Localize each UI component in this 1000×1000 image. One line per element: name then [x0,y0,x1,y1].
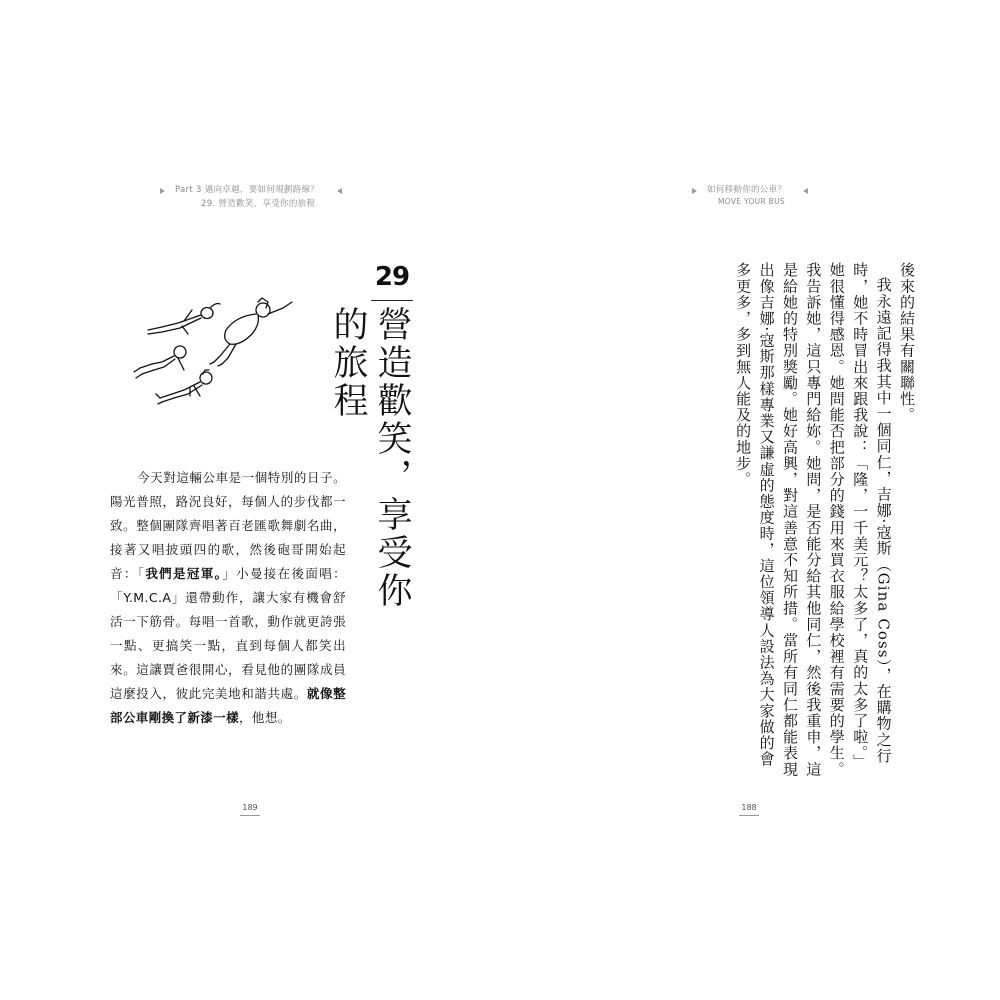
chapter-number: 29 [374,262,410,292]
body-paragraph-part: 」小曼接在後面唱：「Y.M.C.A」還帶動作，讓大家有機會舒活一下筋骨。每唱一首歌，動作就更誇張一點、更搞笑一點，直到每個人都笑出來。這讓賈爸很開心，看見他的團隊成員這麼投入，彼此完美地和諧共處。 [110,566,346,701]
body-paragraph-part: 今天對這輛公車是一個特別的日子。陽光普照，路況良好，每個人的步伐都一致。整個團隊齊唱著百老匯歌舞劇名曲，接著又唱披頭四的歌，然後砲哥開始起音：「 [110,470,346,581]
chapter-divider [371,300,413,301]
chapter-title: 營造歡笑，享受你的旅程 [328,306,412,610]
header-right-arrow-icon [337,188,342,194]
header-right-arrow-icon [803,188,808,194]
header-left-arrow-icon [692,188,697,194]
left-header-part: Part 3 邁向卓越，要如何規劃路線？ [175,185,320,195]
right-header-title: 如何移動你的公車？ [707,185,787,195]
left-body-text [110,466,346,730]
right-body-text [732,262,918,782]
running-figures-icon [118,290,298,420]
left-page-number: 189 [242,803,258,812]
body-paragraph: 我永遠記得我其中一個同仁，吉娜‧寇斯（Gina Coss），在購物之行時，她不時冒出來跟我說：「隆，一千美元？太多了，真的太多了啦。」她很懂得感恩。她問能否把部分的錢用來買衣服給學校裡有需要的學生。我告訴她，這只專門給妳。她問，是否能分給其他同仁，然後我重申，這是給她的特別獎勵。她好高興，對這善意不知所措。當所有同仁都能表現出像吉娜‧寇斯那樣專業又謙虛的態度時，這位領導人設法為大家做的會多更多，多到無人能及的地步。 [734,262,893,778]
body-bold-phrase: 就像整部公車剛換了新漆一樣 [110,686,346,725]
right-header-subtitle: MOVE YOUR BUS [718,197,785,206]
left-header-chapter: 29. 營造歡笑，享受你的旅程 [201,199,316,209]
page-number-rule [240,815,260,816]
body-first-line: 後來的結果有關聯性。 [898,262,916,423]
header-left-arrow-icon [160,188,165,194]
right-page-number: 188 [741,803,757,812]
body-paragraph-part: ，他想。 [239,710,291,725]
body-bold-phrase: 我們是冠軍。 [145,566,223,581]
page-number-rule [739,815,759,816]
